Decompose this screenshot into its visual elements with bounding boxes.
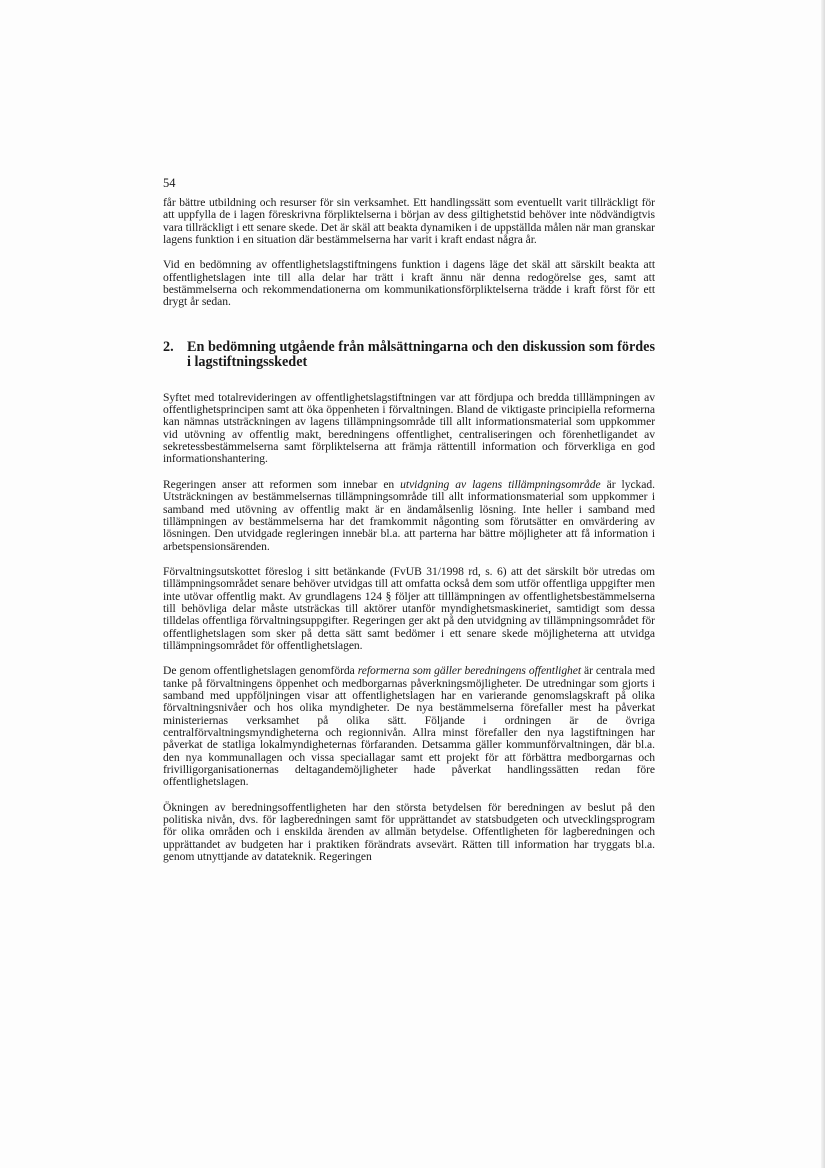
paragraph-4-emphasis: utvidgning av lagens tillämpningsområde (400, 477, 601, 491)
section-title: En bedömning utgående från målsättningarna och den diskussion som fördes i lagstiftningsskedet (187, 338, 655, 371)
paragraph-5: Förvaltningsutskottet föreslog i sitt betänkande (FvUB 31/1998 rd, s. 6) att det särskilt bör utredas om tillämpningsområdet senare behöver utvidgas till att omfatta också dem som utför offentliga uppgifter men inte utövar offentlig makt. Av grundlagens 124 § följer att tilllämpningen av offentlighetsbestämmelserna till behövliga delar måste utsträckas till aktörer utanför myndighetsmaskineriet, samtidigt som dessa tilldelas offentliga förvaltningsuppgifter. Regeringen ger akt på den utvidgning av tillämpningsområdet för offentlighetslagen som sker på detta sätt samt bedömer i ett senare skede möjligheterna att utvidga tillämpningsområdet för offentlighetslagen. (163, 564, 655, 652)
paragraph-4-before: Regeringen anser att reformen som innebar en (163, 477, 401, 491)
paragraph-6 (163, 665, 655, 788)
section-heading (163, 340, 655, 371)
paragraph-4-after: är lyckad. Utsträckningen av bestämmelsernas tillämpningsområde till allt informationsmaterial som uppkommer i samband med utövning av offentlig makt är en ändamålsenlig lösning. Inte heller i samband med tillämpningen av bestämmelserna har det framkommit någonting som förutsätter en omvärdering av lösningen. Den utvidgade regleringen innebär bl.a. att parterna har bättre möjligheter att få information i arbetspensionsärenden. (163, 477, 655, 553)
page-content (163, 197, 655, 876)
section-number: 2. (163, 338, 174, 355)
paragraph-6-before: De genom offentlighetslagen genomförda (163, 664, 358, 678)
paragraph-7: Ökningen av beredningsoffentligheten har den största betydelsen för beredningen av beslut på den politiska nivån, dvs. för lagberedningen samt för upprättandet av statsbudgeten och utvecklingsprogram för olika områden och i enskilda ärenden av allmän betydelse. Offentligheten för lagberedningen och upprättandet av budgeten har i praktiken förändrats avsevärt. Rätten till information har tryggats bl.a. genom utnyttjande av datateknik. Regeringen (163, 800, 655, 864)
paragraph-4 (163, 479, 655, 553)
paragraph-6-after: är centrala med tanke på förvaltningens öppenhet och medborgarnas påverkningsmöjligheter. De utredningar som gjorts i samband med uppföljningen visar att offentlighetslagen har en varierande genomslagskraft på olika förvaltningsnivåer och hos olika myndigheter. De nya bestämmelserna förefaller mest ha påverkat ministeriernas verksamhet på olika sätt. Följande i ordningen är de övriga centralförvaltningsmyndigheterna och regionnivån. Allra minst förefaller den nya lagstiftningen har påverkat de statliga lokalmyndigheternas förfaranden. Detsamma gäller kommunförvaltningen, där bl.a. den nya kommunallagen och vissa speciallagar samt ett projekt för att förbättra medborgarnas och frivilligorganisationernas deltagandemöjligheter hade påverkat handlingssätten redan före offentlighetslagen. (163, 664, 655, 789)
paragraph-2: Vid en bedömning av offentlighetslagstiftningens funktion i dagens läge det skäl att särskilt beakta att offentlighetslagen inte till alla delar har trätt i kraft ännu när denna redogörelse ges, samt att bestämmelserna och rekommendationerna om kommunikationsförpliktelserna trädde i kraft först för ett drygt år sedan. (163, 258, 655, 309)
scan-edge (821, 0, 825, 1168)
paragraph-1: får bättre utbildning och resurser för sin verksamhet. Ett handlingssätt som eventuellt varit tillräckligt för att uppfylla de i lagen föreskrivna förpliktelserna i början av dess giltighetstid behöver inte nödvändigtvis vara tillräckligt i ett senare skede. Det är skäl att beakta dynamiken i de uppställda målen när man granskar lagens funktion i en situation där bestämmelserna har varit i kraft endast några år. (163, 196, 655, 247)
page-number: 54 (163, 176, 176, 190)
paragraph-6-emphasis: reformerna som gäller beredningens offentlighet (357, 664, 582, 678)
paragraph-3: Syftet med totalrevideringen av offentlighetslagstiftningen var att fördjupa och bredda tilllämpningen av offentlighetsprincipen samt att öka öppenheten i förvaltningen. Bland de viktigaste principiella reformerna kan nämnas utsträckningen av lagens tillämpningsområde till allt informationsmaterial som uppkommer vid utövning av offentlig makt, beredningens offentlighet, centraliseringen och förenhetligandet av sekretessbestämmelserna samt förpliktelserna att främja rättentill information och förverkliga en god informationshantering. (163, 390, 655, 466)
